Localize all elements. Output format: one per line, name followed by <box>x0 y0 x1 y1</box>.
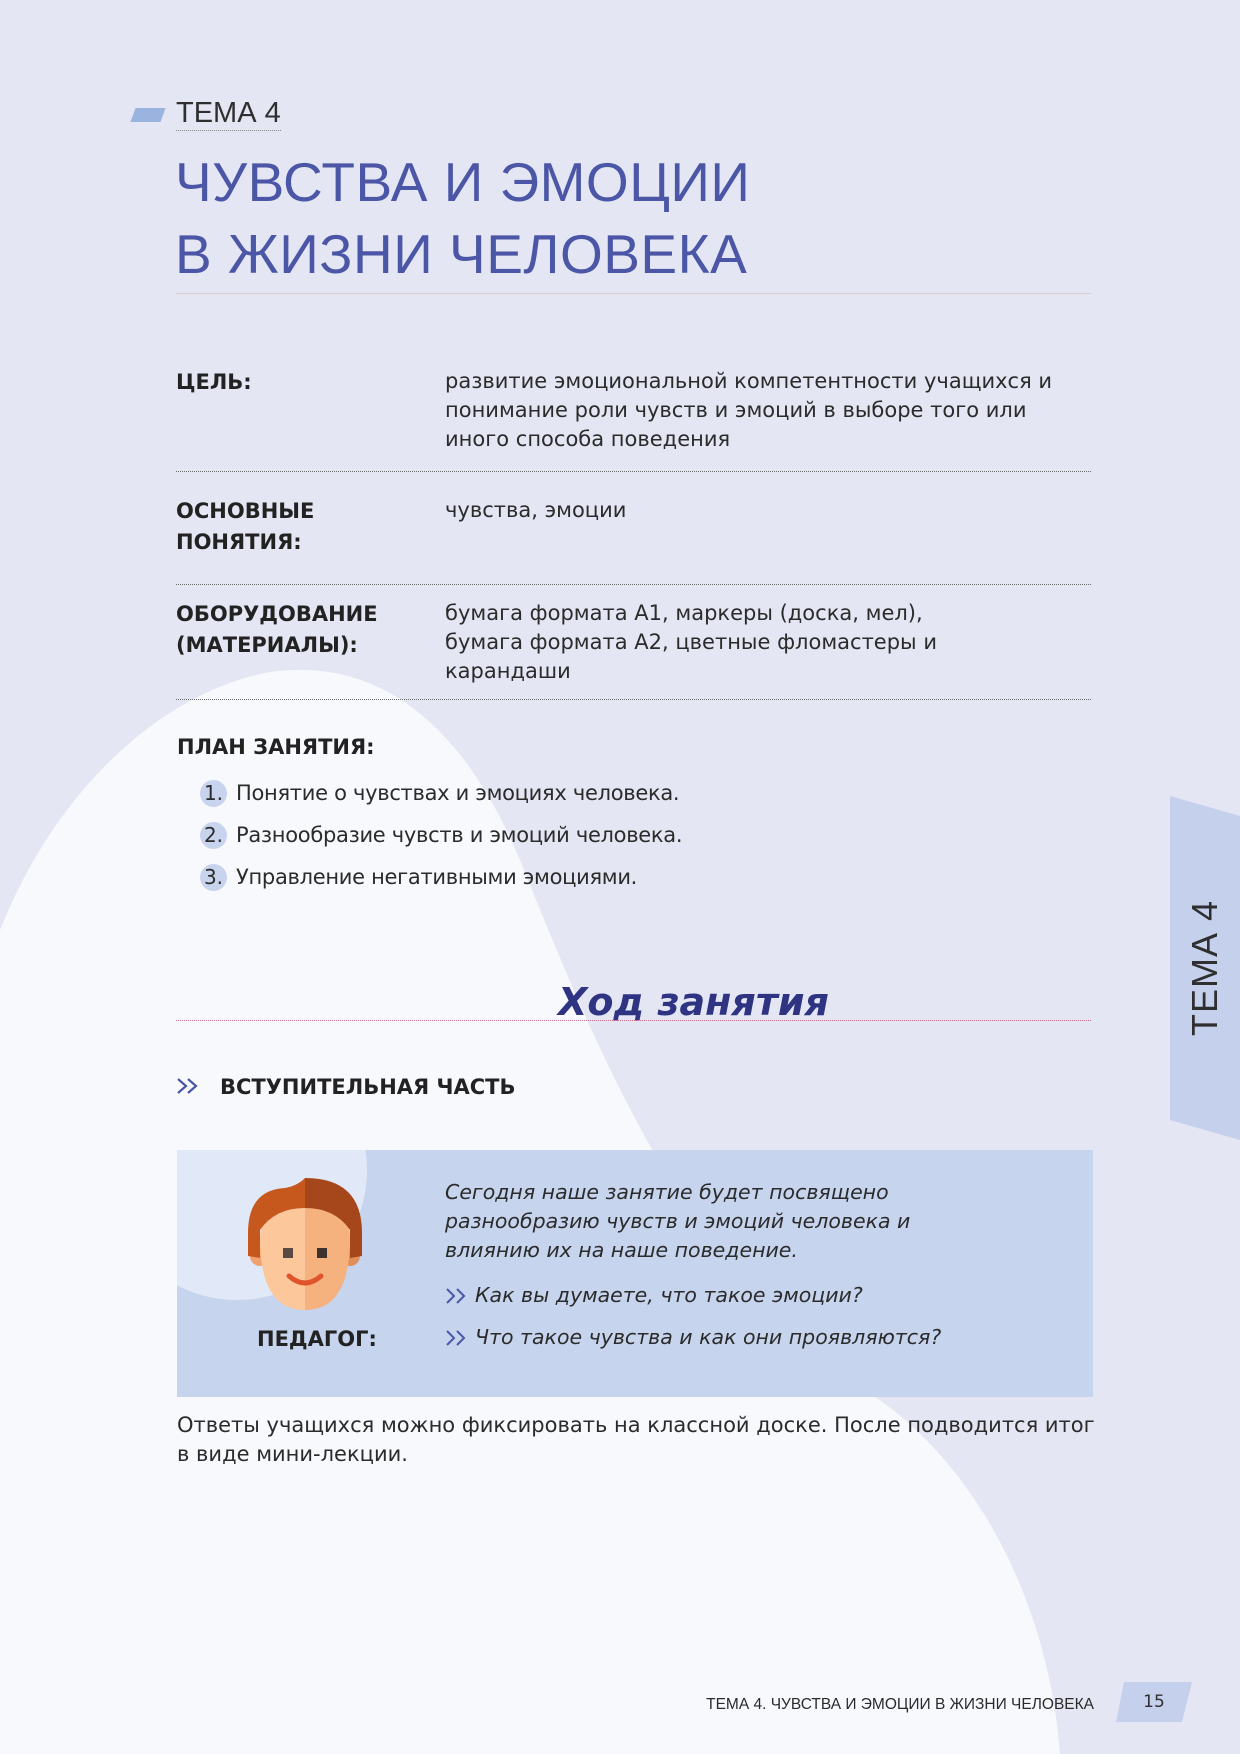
info-divider <box>176 584 1091 585</box>
double-chevron-icon <box>445 1329 469 1347</box>
title-line-1: ЧУВСТВА И ЭМОЦИИ <box>175 151 751 213</box>
plan-item-number: 3. <box>200 864 227 891</box>
info-divider <box>176 471 1091 472</box>
concepts-label: ОСНОВНЫЕ ПОНЯТИЯ: <box>176 499 315 554</box>
teacher-question <box>445 1323 941 1352</box>
plan-item-text: Разнообразие чувств и эмоций человека. <box>236 823 683 847</box>
teacher-label: ПЕДАГОГ: <box>257 1327 377 1351</box>
concepts-value: чувства, эмоции <box>445 498 627 522</box>
title-divider <box>176 293 1091 294</box>
side-tab-label: ТЕМА 4 <box>1184 899 1225 1037</box>
plan-item-text: Понятие о чувствах и эмоциях человека. <box>236 781 680 805</box>
kicker-marker <box>130 108 165 122</box>
teacher-speech-box <box>177 1150 1093 1397</box>
teacher-avatar-icon <box>245 1178 365 1310</box>
teacher-question <box>445 1281 863 1310</box>
info-divider <box>176 699 1091 700</box>
plan-item <box>200 856 682 898</box>
plan-item-number: 2. <box>200 822 227 849</box>
plan-item-number: 1. <box>200 780 227 807</box>
question-text: Как вы думаете, что такое эмоции? <box>475 1283 863 1307</box>
plan-item <box>200 772 682 814</box>
plan-item <box>200 814 682 856</box>
page-number: 15 <box>1143 1692 1165 1712</box>
plan-item-text: Управление негативными эмоциями. <box>236 865 638 889</box>
title-line-2: В ЖИЗНИ ЧЕЛОВЕКА <box>175 223 748 285</box>
topic-kicker: ТЕМА 4 <box>176 97 281 129</box>
goal-label: ЦЕЛЬ: <box>176 370 252 394</box>
equipment-label: ОБОРУДОВАНИЕ (МАТЕРИАЛЫ): <box>176 602 378 657</box>
teacher-speech: Сегодня наше занятие будет посвящено разнообразию чувств и эмоций человека и влиянию их на наше поведение. <box>445 1180 911 1262</box>
plan-heading: ПЛАН ЗАНЯТИЯ: <box>177 735 375 759</box>
double-chevron-icon <box>176 1076 202 1096</box>
equipment-value: бумага формата А1, маркеры (доска, мел), бумага формата А2, цветные фломастеры и карандаши <box>445 601 937 683</box>
question-text: Что такое чувства и как они проявляются? <box>475 1325 942 1349</box>
double-chevron-icon <box>445 1287 469 1305</box>
page-title <box>175 146 750 290</box>
plan-list <box>200 772 682 898</box>
lesson-note: Ответы учащихся можно фиксировать на классной доске. После подводится итог в виде мини-лекции. <box>177 1413 1095 1466</box>
section-divider <box>176 1020 1091 1021</box>
section-title: Ход занятия <box>558 980 829 1024</box>
running-footer: ТЕМА 4. ЧУВСТВА И ЭМОЦИИ В ЖИЗНИ ЧЕЛОВЕКА <box>706 1696 1094 1713</box>
goal-value: развитие эмоциональной компетентности учащихся и понимание роли чувств и эмоций в выборе того или иного способа поведения <box>445 369 1053 451</box>
subsection-heading: ВСТУПИТЕЛЬНАЯ ЧАСТЬ <box>220 1075 516 1099</box>
